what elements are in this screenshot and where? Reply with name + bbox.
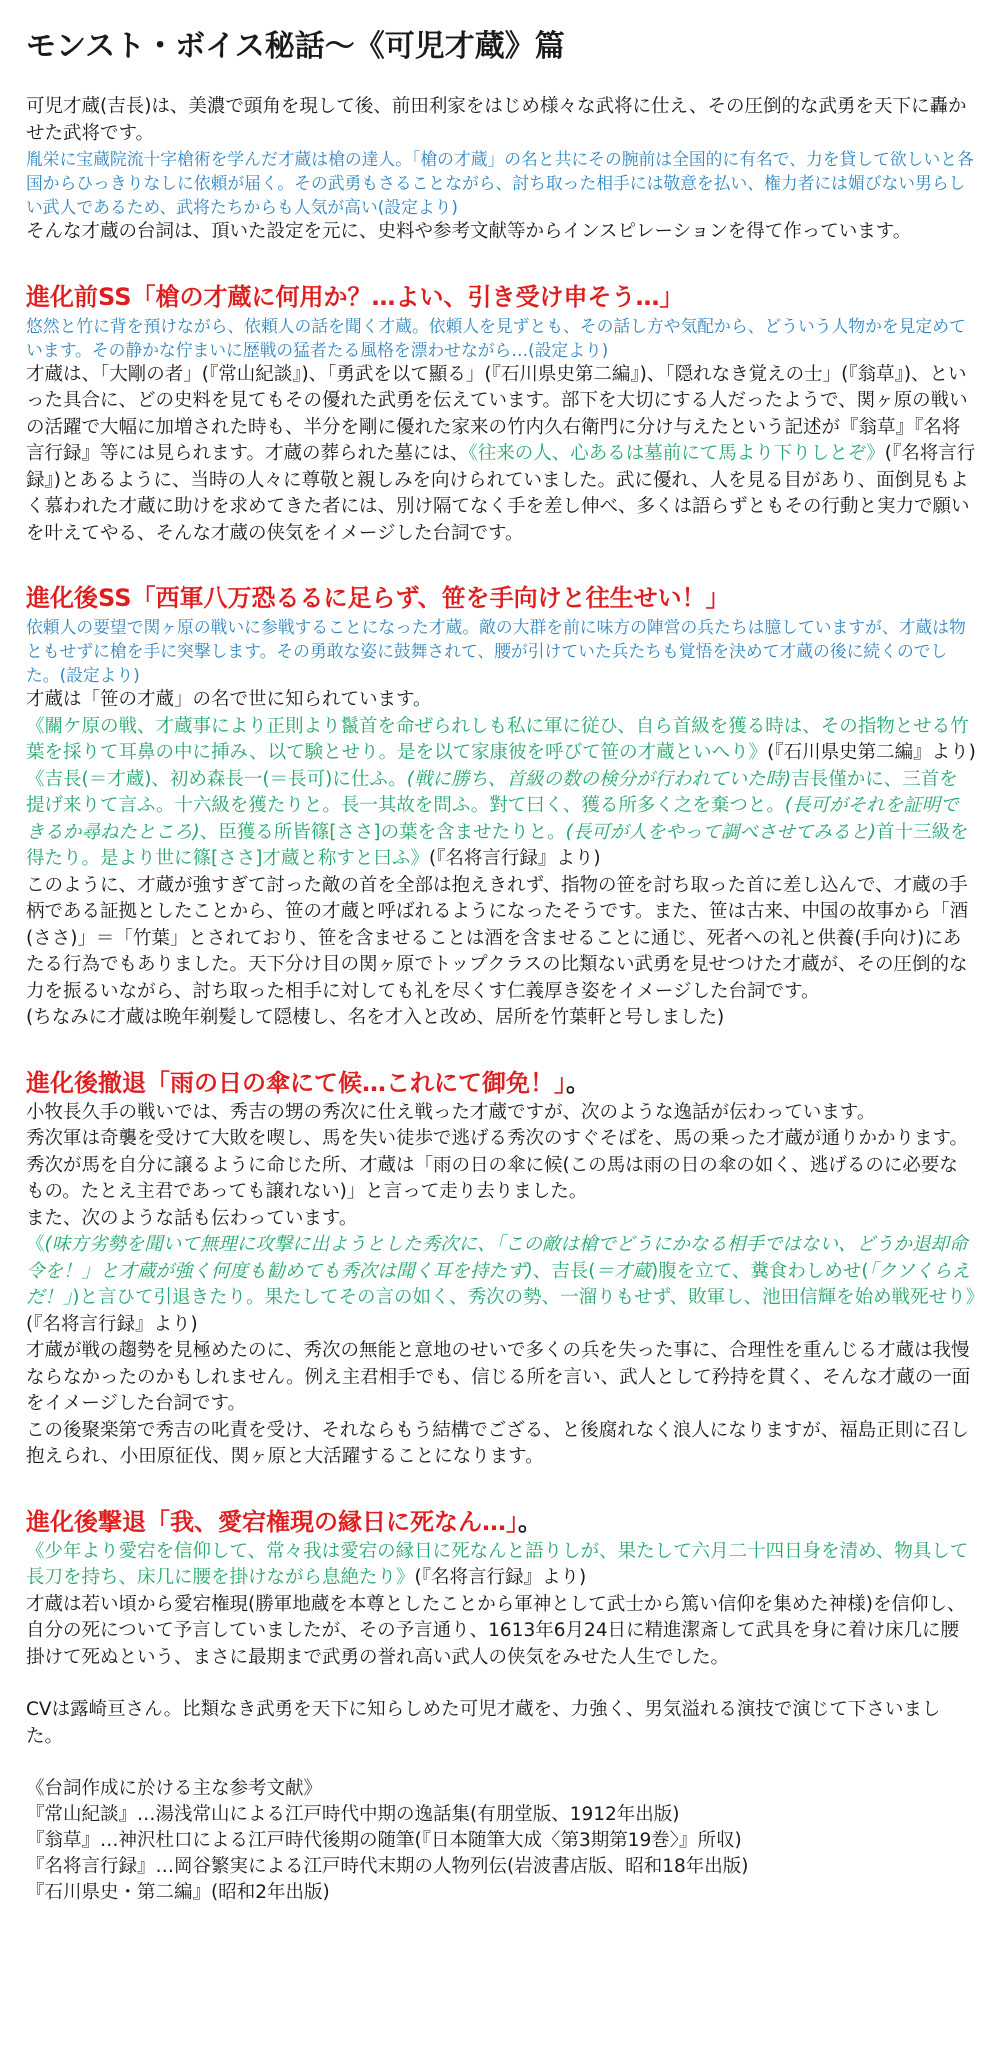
heading-tail: 。 — [566, 1068, 590, 1097]
section-2-line: 才蔵は「笹の才蔵」の名で世に知られています。 — [26, 689, 432, 710]
section-4-quote — [26, 1539, 976, 1592]
quote-text: 《關ケ原の戦、才蔵事により正則より鬣首を命ぜられしも私に軍に従ひ、自ら首級を獲る時は、その指物とせる竹葉を採りて耳鼻の中に挿み、以て験とせり。是を以て家康彼を呼びて笹の才蔵といへり》 — [26, 715, 969, 763]
section-1 — [26, 280, 976, 548]
section-4-heading — [26, 1505, 976, 1539]
section-3-body-2: 才蔵が戦の趨勢を見極めたのに、秀次の無能と意地のせいで多くの兵を失った事に、合理性を重んじる才蔵は我慢ならなかったのかもしれません。例え主君相手でも、信じる所を言い、武人として矜持を貫く、そんな才蔵の一面をイメージした台詞です。 — [26, 1340, 971, 1414]
references — [26, 1776, 976, 1906]
section-2-note: (ちなみに才蔵は晩年剃髪して隠棲し、名を才入と改め、居所を竹葉軒と号しました) — [26, 1007, 725, 1028]
article — [26, 26, 985, 1906]
page-title: モンスト・ボイス秘話〜《可児才蔵》篇 — [26, 29, 565, 64]
quote-text: 吉長僅かに、三首を提げ来りて言ふ。十六級を獲たりと。長一其故を問ふ。對て曰く、獲る所多く之を棄つと。 — [26, 768, 958, 816]
quote-source: (『名将言行録』より) — [414, 1567, 587, 1588]
references-heading: 《台詞作成に於ける主な参考文献》 — [26, 1778, 323, 1799]
section-3-quote — [26, 1232, 985, 1338]
quote-source: (『名将言行録』より) — [26, 1313, 198, 1335]
section-2 — [26, 581, 976, 1032]
quote-annotation: (長可が人をやって調べさせてみると) — [565, 821, 877, 843]
intro-paragraph: 可児才蔵(吉長)は、美濃で頭角を現して後、前田利家をはじめ様々な武将に仕え、その圧倒的な武勇を天下に轟かせた武将です。 — [26, 96, 967, 144]
quote-text: 、臣獲る所皆篠[ささ]の葉を含ませたりと。 — [199, 821, 566, 843]
body-text: (『名将言行録』)とあるように、当時の人々に尊敬と親しみを向けられていました。武に優れ、人を見る目があり、面倒見もよく慕われた才蔵に助けを求めてきた者には、別け隔てなく手を差し伸べ、多くは語らずともその行動と実力で願いを叶えてやる、そんな才蔵の侠気をイメージした台詞です。 — [26, 443, 976, 544]
heading-text: 進化後撃退「我、愛宕権現の縁日に死なん…」 — [26, 1507, 518, 1536]
section-3-heading — [26, 1066, 976, 1100]
quote-text: 、吉長( — [532, 1260, 596, 1282]
section-3-line: 小牧長久手の戦いでは、秀吉の甥の秀次に仕え戦った才蔵ですが、次のような逸話が伝わっています。 — [26, 1101, 876, 1123]
quote-annotation: (戦に勝ち、首級の数の検分が行われていた時) — [406, 768, 792, 790]
quote-text: 《往来の人、心あるは墓前にて馬より下りしとぞ》 — [468, 443, 885, 464]
section-2-heading: 進化後SS「西軍八万恐るるに足らず、笹を手向けと往生せい！」 — [26, 584, 730, 612]
quote-text: )腹を立て、糞食わしめせ( — [650, 1260, 869, 1282]
quote-annotation: 「クソくらえだ！」 — [26, 1260, 971, 1308]
section-2-quote-2 — [26, 767, 976, 873]
section-4 — [26, 1505, 976, 1672]
heading-text: 進化後撤退「雨の日の傘にて候…これにて御免！」 — [26, 1068, 566, 1097]
quote-text: 《吉長(＝才蔵)、初め森長一(＝長可)に仕ふ。 — [26, 768, 407, 790]
intro-setting-quote: 胤栄に宝蔵院流十字槍術を学んだ才蔵は槍の達人。「槍の才蔵」の名と共にその腕前は全国的に有名で、力を貸して欲しいと各国からひっきりなしに依頼が届く。その武勇もさることながら、討ち取った相手には敬意を払い、権力者には媚びない男らしい武人であるため、武将たちからも人気が高い(設定より) — [26, 149, 974, 217]
section-1-setting: 悠然と竹に背を預けながら、依頼人の話を聞く才蔵。依頼人を見ずとも、その話し方や気配から、どういう人物かを見定めています。その静かな佇まいに歴戦の猛者たる風格を漂わせながら…(設定より) — [26, 315, 966, 360]
section-3 — [26, 1066, 985, 1471]
reference-item: 『翁草』…神沢杜口による江戸時代後期の随筆(『日本随筆大成〈第3期第19巻〉』所収) — [26, 1830, 742, 1851]
quote-text: 《 — [26, 1234, 45, 1255]
intro — [26, 94, 976, 246]
quote-annotation: ＝才蔵 — [595, 1260, 651, 1282]
quote-source: (『名将言行録』より) — [428, 848, 601, 869]
quote-text: )と言ひて引退きたり。果たしてその言の如く、秀次の勢、一溜りもせず、敗軍し、池田信輝を始め戦死せり》 — [72, 1287, 985, 1308]
section-3-body: 秀次軍は奇襲を受けて大敗を喫し、馬を失い徒歩で逃げる秀次のすぐそばを、馬の乗った才蔵が通りかかります。秀次が馬を自分に譲るように命じた所、才蔵は「雨の日の傘に候(この馬は雨の日の傘の如く、逃げるのに必要なもの。たとえ主君であっても譲れない)」と言って走り去りました。 — [26, 1128, 969, 1202]
section-2-quote-1 — [26, 714, 976, 767]
cv-credit: CVは露崎亘さん。比類なき武勇を天下に知らしめた可児才蔵を、力強く、男気溢れる演技で演じて下さいました。 — [26, 1699, 941, 1747]
reference-item: 『石川県史・第二編』(昭和2年出版) — [26, 1882, 330, 1903]
section-3-body-3: この後聚楽第で秀吉の叱責を受け、それならもう結構でござる、と後腐れなく浪人になりますが、福島正則に召し抱えられ、小田原征伐、関ヶ原と大活躍することになります。 — [26, 1419, 969, 1467]
heading-tail: 。 — [518, 1507, 542, 1536]
quote-text: 《少年より愛宕を信仰して、常々我は愛宕の縁日に死なんと語りしが、果たして六月二十四日身を清め、物具して長刀を持ち、床几に腰を掛けながら息絶たり》 — [26, 1540, 969, 1588]
section-4-body: 才蔵は若い頃から愛宕権現(勝軍地蔵を本尊としたことから軍神として武士から篤い信仰を集めた神様)を信仰し、自分の死について予言していましたが、その予言通り、1613年6月24日に精進潔斎して武具を身に着け床几に腰掛けて死ぬという、まさに最期まで武勇の誉れ高い武人の侠気をみせた人生でした。 — [26, 1593, 966, 1668]
section-1-heading: 進化前SS「槍の才蔵に何用か？…よい、引き受け申そう…」 — [26, 282, 684, 311]
reference-item: 『常山紀談』…湯浅常山による江戸時代中期の逸話集(有朋堂版、1912年出版) — [26, 1804, 680, 1825]
intro-paragraph-2: そんな才蔵の台詞は、頂いた設定を元に、史料や参考文献等からインスピレーションを得て作っています。 — [26, 221, 912, 242]
quote-source: (『石川県史第二編』より) — [767, 742, 976, 763]
body-text: 才蔵は、「大剛の者」(『常山紀談』)、「勇武を以て顯る」(『石川県史第二編』)、「隠れなき覚えの士」(『翁草』)、といった具合に、どの史料を見てもその優れた武勇を伝えています。部下を大切にする人だったようで、関ヶ原の戦いの活躍で大幅に加増された時も、半分を剛に優れた家来の竹内久右衛門に分け与えたという記述が『翁草』『名将言行録』等には見られます。才蔵の葬られた墓には、 — [26, 363, 968, 464]
section-1-body — [26, 362, 976, 548]
quote-text: 首十三級を得たり。是より世に篠[ささ]才蔵と称すと曰ふ》 — [26, 821, 969, 869]
section-2-setting: 依頼人の要望で関ヶ原の戦いに参戦することになった才蔵。敵の大群を前に味方の陣営の兵たちは臆していますが、才蔵は物ともせずに槍を手に突撃します。その勇敢な姿に鼓舞されて、腰が引けていた兵たちも覚悟を決めて才蔵の後に続くのでした。(設定より) — [26, 617, 966, 685]
reference-item: 『名将言行録』…岡谷繁実による江戸時代末期の人物列伝(岩波書店版、昭和18年出版) — [26, 1856, 749, 1877]
quote-annotation: (味方劣勢を聞いて無理に攻撃に出ようとした秀次に、「この敵は槍でどうにかなる相手ではない、どうか退却命令を！」と才蔵が強く何度も勧めても秀次は聞く耳を持たず) — [26, 1234, 968, 1282]
section-2-body: このように、才蔵が強すぎて討った敵の首を全部は抱えきれず、指物の笹を討ち取った首に差し込んで、才蔵の手柄である証拠としたことから、笹の才蔵と呼ばれるようになったそうです。また、笹は古来、中国の故事から「酒(ささ)」＝「竹葉」とされており、笹を含ませることは酒を含ませることに通じ、死者への礼と供養(手向け)にあたる行為でもありました。天下分け目の関ヶ原でトップクラスの比類ない武勇を見せつけた才蔵が、その圧倒的な力を振るいながら、討ち取った相手に対しても礼を尽くす仁義厚き姿をイメージした台詞です。 — [26, 874, 969, 1002]
section-3-line-2: また、次のような話も伝わっています。 — [26, 1207, 358, 1229]
quote-annotation: (長可がそれを証明できるか尋ねたところ) — [26, 795, 959, 843]
